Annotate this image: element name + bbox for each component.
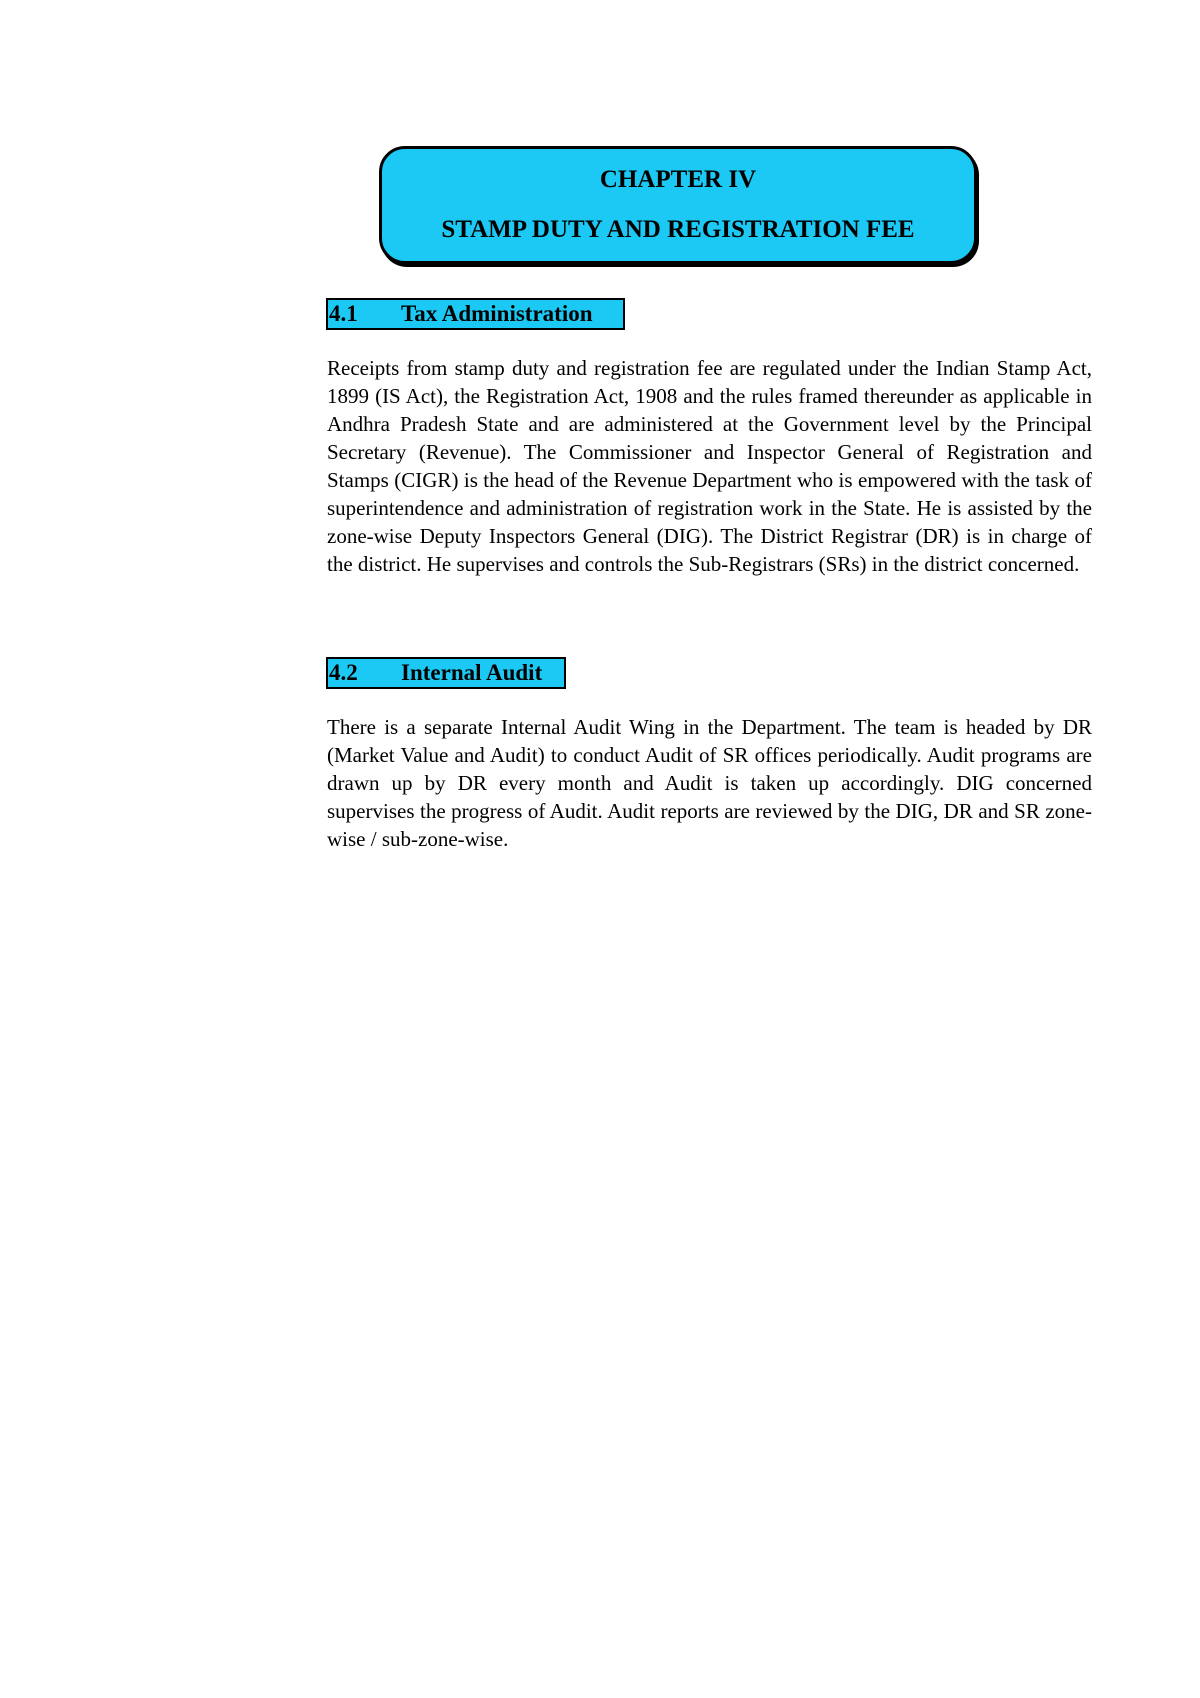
- section-heading-tax-administration: [326, 298, 625, 330]
- section-body-internal-audit: There is a separate Internal Audit Wing in the Department. The team is headed by DR (Market Value and Audit) to conduct Audit of SR offices periodically. Audit programs are drawn up by DR every month and Audit is taken up accordingly. DIG concerned supervises the progress of Audit. Audit reports are reviewed by the DIG, DR and SR zone-wise / sub-zone-wise.: [327, 715, 1092, 851]
- section-title: Internal Audit: [401, 660, 543, 685]
- chapter-number: CHAPTER IV: [599, 166, 757, 193]
- section-heading-internal-audit: [326, 657, 566, 689]
- section-number: 4.1: [329, 301, 358, 326]
- section-number: 4.2: [329, 660, 358, 685]
- chapter-title: STAMP DUTY AND REGISTRATION FEE: [441, 216, 915, 243]
- section-title: Tax Administration: [401, 301, 593, 326]
- section-body-tax-administration: Receipts from stamp duty and registration fee are regulated under the Indian Stamp Act, 1899 (IS Act), the Registration Act, 1908 and the rules framed thereunder as applicable in Andhra Pradesh State and are administered at the Government level by the Principal Secretary (Revenue). The Commissioner and Inspector General of Registration and Stamps (CIGR) is the head of the Revenue Department who is empowered with the task of superintendence and administration of registration work in the State. He is assisted by the zone-wise Deputy Inspectors General (DIG). The District Registrar (DR) is in charge of the district. He supervises and controls the Sub-Registrars (SRs) in the district concerned.: [327, 356, 1092, 576]
- chapter-title-box: [379, 146, 977, 264]
